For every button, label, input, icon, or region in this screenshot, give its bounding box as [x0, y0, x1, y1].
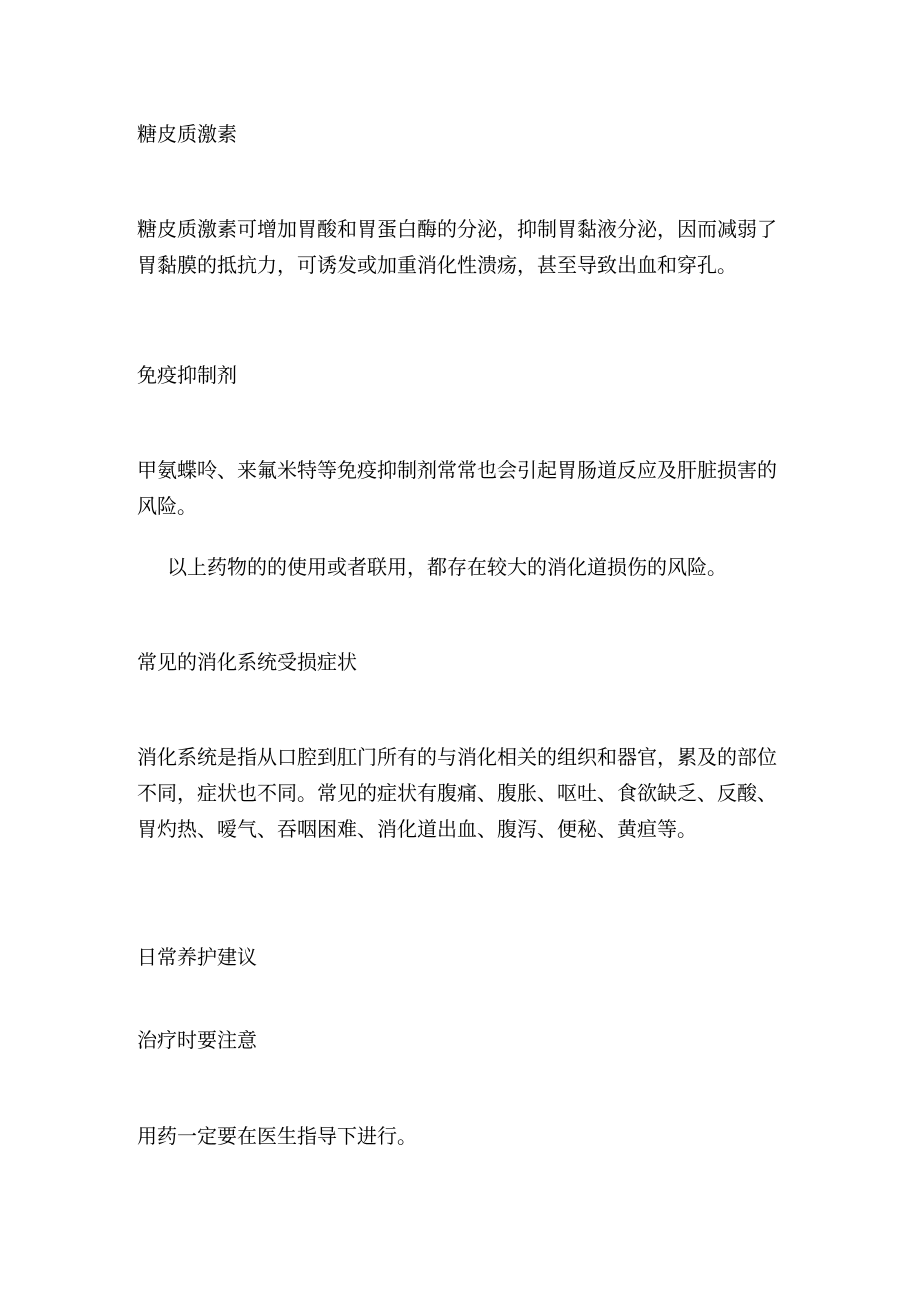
- paragraph-line: 胃灼热、嗳气、吞咽困难、消化道出血、腹泻、便秘、黄疸等。: [137, 817, 697, 841]
- paragraph-symptoms: [137, 739, 797, 847]
- paragraph-corticosteroids: [137, 211, 797, 283]
- paragraph-treatment-notes: [137, 1118, 797, 1154]
- paragraph-line: 不同，症状也不同。常见的症状有腹痛、腹胀、呕吐、食欲缺乏、反酸、: [137, 781, 777, 805]
- paragraph-immunosuppressants: [137, 452, 797, 524]
- paragraph-line: 风险。: [137, 494, 197, 518]
- heading-symptoms: 常见的消化系统受损症状: [137, 650, 357, 674]
- heading-treatment-notes: 治疗时要注意: [137, 1028, 257, 1052]
- paragraph-line: 胃黏膜的抵抗力，可诱发或加重消化性溃疡，甚至导致出血和穿孔。: [137, 253, 737, 277]
- paragraph-risk-note: [167, 549, 827, 585]
- paragraph-line: 用药一定要在医生指导下进行。: [137, 1124, 417, 1148]
- paragraph-line: 糖皮质激素可增加胃酸和胃蛋白酶的分泌，抑制胃黏液分泌，因而减弱了: [137, 217, 777, 241]
- paragraph-line: 甲氨蝶呤、来氟米特等免疫抑制剂常常也会引起胃肠道反应及肝脏损害的: [137, 458, 777, 482]
- paragraph-line: 消化系统是指从口腔到肛门所有的与消化相关的组织和器官，累及的部位: [137, 745, 777, 769]
- paragraph-line: 以上药物的的使用或者联用，都存在较大的消化道损伤的风险。: [167, 555, 727, 579]
- heading-daily-care: 日常养护建议: [137, 945, 257, 969]
- heading-immunosuppressants: 免疫抑制剂: [137, 363, 237, 387]
- heading-corticosteroids: 糖皮质激素: [137, 122, 237, 146]
